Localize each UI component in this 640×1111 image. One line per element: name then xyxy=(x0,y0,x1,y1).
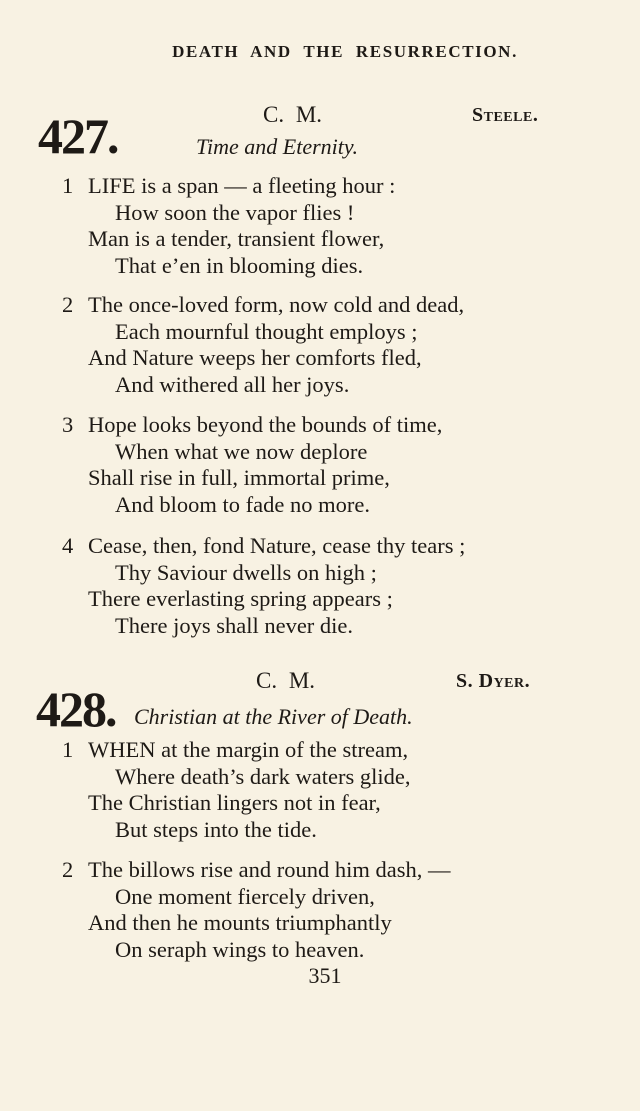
stanza-line: 3 Hope looks beyond the bounds of time, xyxy=(62,412,443,437)
hymn-427-title: Time and Eternity. xyxy=(196,134,358,159)
hymn-number-427: 427. xyxy=(38,108,118,164)
hymn-427-meter: C. M. xyxy=(263,102,323,127)
stanza-line: There joys shall never die. xyxy=(115,612,354,638)
stanza-line: 2 The once-loved form, now cold and dead, xyxy=(62,292,465,317)
stanza-line: And bloom to fade no more. xyxy=(115,491,370,517)
hymn-427-author: Steele. xyxy=(472,104,539,126)
stanza-line: How soon the vapor flies ! xyxy=(115,199,355,225)
hymn-428-meter: C. M. xyxy=(256,668,316,693)
hymn-427-stanza-4 xyxy=(62,533,582,639)
stanza-line: Each mournful thought employs ; xyxy=(115,318,418,344)
hymn-427-stanza-2 xyxy=(62,292,582,398)
stanza-number: 2 xyxy=(62,857,74,882)
stanza-line: And then he mounts triumphantly xyxy=(88,910,392,935)
stanza-line: And Nature weeps her comforts fled, xyxy=(88,345,422,370)
stanza-number: 1 xyxy=(62,737,74,762)
stanza-line: But steps into the tide. xyxy=(115,816,317,842)
stanza-line: Shall rise in full, immortal prime, xyxy=(88,465,390,490)
stanza-line: The Christian lingers not in fear, xyxy=(88,790,381,815)
running-head: DEATH AND THE RESURRECTION. xyxy=(172,42,518,61)
stanza-number: 1 xyxy=(62,173,74,198)
hymn-427-stanza-1 xyxy=(62,173,582,279)
page-number: 351 xyxy=(308,963,342,988)
stanza-line: That e’en in blooming dies. xyxy=(115,252,364,278)
stanza-number: 4 xyxy=(62,533,74,558)
stanza-line: 1 LIFE is a span — a fleeting hour : xyxy=(62,173,396,198)
stanza-line: 1 WHEN at the margin of the stream, xyxy=(62,737,409,762)
stanza-line: When what we now deplore xyxy=(115,438,368,464)
stanza-line: 4 Cease, then, fond Nature, cease thy tears ; xyxy=(62,533,466,558)
hymn-428-author: S. Dyer. xyxy=(456,670,531,692)
stanza-line: 2 The billows rise and round him dash, — xyxy=(62,857,451,882)
hymn-428-stanza-1 xyxy=(62,737,582,843)
hymn-428-stanza-2 xyxy=(62,857,582,963)
stanza-line: Man is a tender, transient flower, xyxy=(88,226,385,251)
hymn-428-title: Christian at the River of Death. xyxy=(134,704,413,729)
hymn-number-428: 428. xyxy=(36,681,116,737)
stanza-line: Thy Saviour dwells on high ; xyxy=(115,559,377,585)
stanza-number: 2 xyxy=(62,292,74,317)
stanza-line: And withered all her joys. xyxy=(115,371,350,397)
stanza-line: There everlasting spring appears ; xyxy=(88,586,393,611)
stanza-line: On seraph wings to heaven. xyxy=(115,936,365,962)
stanza-line: One moment fiercely driven, xyxy=(115,883,375,909)
hymn-427-stanza-3 xyxy=(62,412,582,518)
stanza-number: 3 xyxy=(62,412,74,437)
stanza-line: Where death’s dark waters glide, xyxy=(115,763,411,789)
